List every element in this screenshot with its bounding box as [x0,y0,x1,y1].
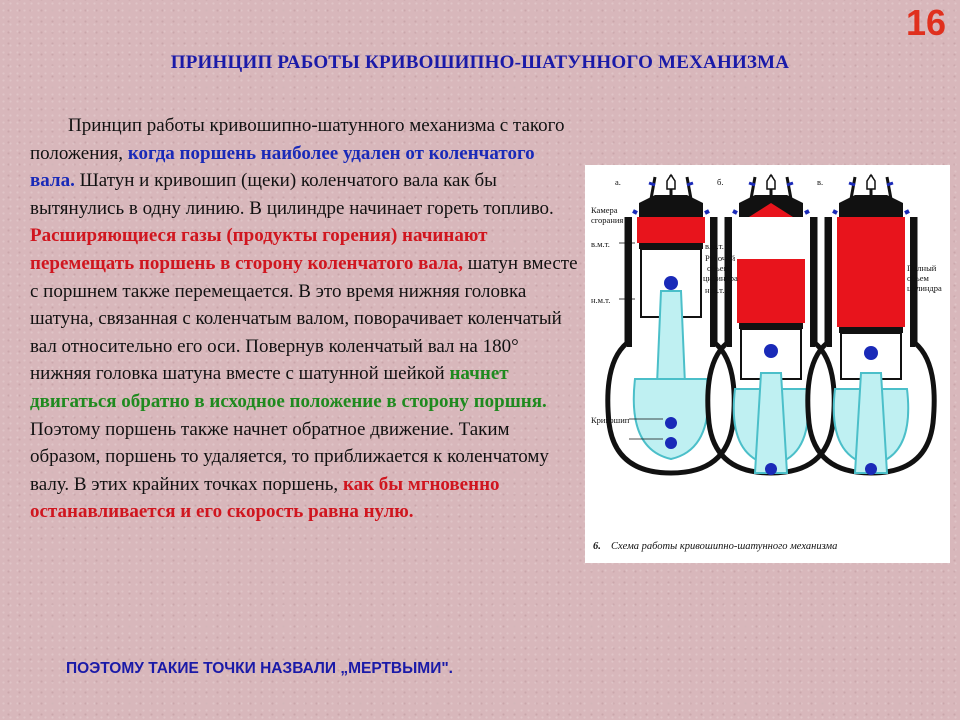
panel-label-b: б. [717,177,724,187]
label-working-line2: объем [707,263,729,273]
body-paragraph [30,112,578,526]
body-text [30,112,578,526]
highlight-red: Расширяющиеся газы (продукты горения) начинают перемещать поршень в сторону коленчатого вала, [30,225,488,274]
label-vmt-a: в.м.т. [591,239,610,249]
label-working-line1: Рабочий [705,253,736,263]
mechanism-diagram [585,165,950,563]
highlight-green: начнет двигаться обратно в исходное положение в сторону поршня. [30,363,547,412]
label-full-line1: Полный [907,263,937,273]
caption-letter: 6. [593,541,601,552]
slide-number: 16 [905,2,946,43]
label-chamber-line2: сгорания [591,215,624,225]
highlight-red: как бы мгновенно останавливается и его скорость равна нулю. [30,473,500,523]
text-run: Принцип работы кривошипно-шатунного механизма с такого положения, [30,115,565,164]
label-nmt-b: н.м.т. [705,285,725,295]
figure-caption: Схема работы кривошипно-шатунного механизма [611,541,838,552]
label-full-line2: объем [907,273,929,283]
crank-mechanism-figure [585,165,950,563]
text-run: Поэтому поршень также начнет обратное движение. Таким образом, поршень то удаляется, то приближается к коленчатому валу. В этих крайних точках поршень, [30,418,549,495]
engine-diagram-b [708,175,834,475]
engine-diagram-a [608,175,734,473]
label-nmt-a: н.м.т. [591,295,611,305]
text-run: шатун вместе с поршнем также перемещается. В это время нижняя головка шатуна, связанная с коленчатым валом, поворачивает коленчатый вал относительно его оси. Повернув коленчатый вал на 180° нижняя головка шатуна вместе с шатунной шейкой [30,252,578,385]
panel-label-c: в. [817,177,824,187]
label-chamber-line1: Камера [591,205,618,215]
text-run: Шатун и кривошип (щеки) коленчатого вала как бы вытянулись в одну линию. В цилиндре начинает гореть топливо. [30,170,554,219]
highlight-blue: когда поршень наиболее удален от коленчатого вала. [30,142,535,192]
label-vmt-b: в.м.т. [705,241,724,251]
label-full-line3: цилиндра [907,283,942,293]
panel-label-a: а. [615,177,621,187]
label-working-line3: цилиндра [703,273,738,283]
slide-title: ПРИНЦИП РАБОТЫ КРИВОШИПНО-ШАТУННОГО МЕХАНИЗМА [170,52,790,73]
engine-diagram-c [808,175,934,475]
conclusion-text: ПОЭТОМУ ТАКИЕ ТОЧКИ НАЗВАЛИ „МЕРТВЫМИ". [66,660,453,677]
label-crank: Кривошип [591,415,630,425]
